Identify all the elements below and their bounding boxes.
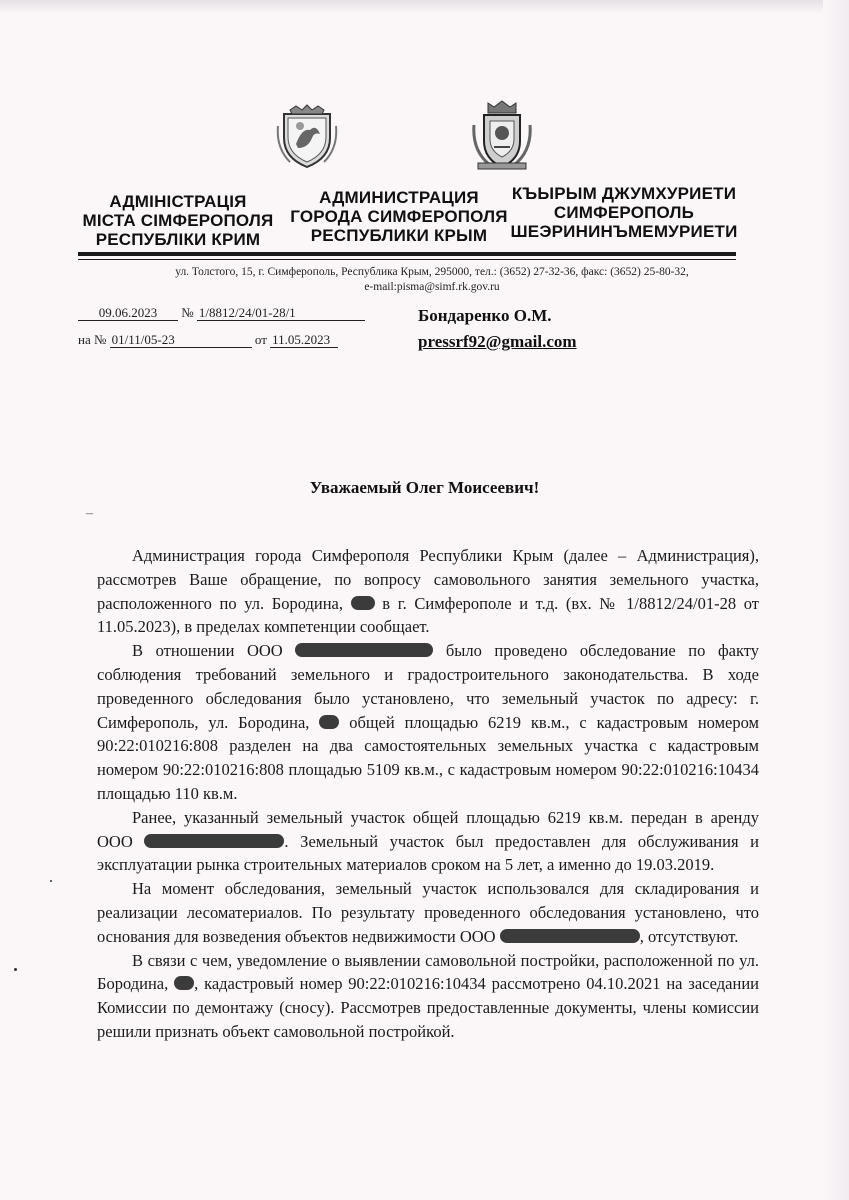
reply-number: 01/11/05-23: [110, 333, 252, 348]
scan-speck: [50, 880, 52, 882]
redaction: [319, 715, 339, 729]
recipient-email[interactable]: pressrf92@gmail.com: [418, 332, 577, 351]
redaction: [295, 643, 433, 657]
salutation: Уважаемый Олег Моисеевич!: [309, 478, 540, 497]
org-line: СИМФЕРОПОЛЬ: [553, 203, 695, 222]
text-run: общей площадью 6219 кв.м., с кадастровым номером 90:22:010216:808 разделен на два самостоятельных земельных участка с кадастровым номером 90:22:010216:808 площадью 5109 кв.м., с кадастровым номером 90:22:010216:10434 площадью 110 кв.м.: [97, 712, 759, 803]
org-line: ШЕЭРИНИНЪМЕМУРИЕТИ: [510, 222, 738, 241]
text-run: было проведено обследование по факту соблюдения требований земельного и градостроительного законодательства. В ходе проведенного обследования было установлено, что земельный участок по адресу: г. Симферополь, ул. Бородина,: [97, 641, 760, 732]
org-line: ГОРОДА СИМФЕРОПОЛЯ: [290, 207, 508, 226]
text-run: . Земельный участок был предоставлен для обслуживания и эксплуатации рынка строительных материалов сроком на 5 лет, а именно до 19.03.2019.: [97, 831, 760, 875]
text-run: в г. Симферополе и т.д. (вх. № 1/8812/24/01-28 от 11.05.2023), в пределах компетенции сообщает.: [97, 593, 759, 637]
paragraph: [97, 949, 759, 1044]
margin-mark: –: [86, 506, 93, 521]
paragraph: [97, 544, 759, 639]
number-label: №: [181, 305, 194, 320]
redaction: [144, 834, 284, 848]
org-name-ukrainian: [78, 192, 278, 249]
letter-body: [97, 544, 759, 1044]
address-line: ул. Толстого, 15, г. Симферополь, Республика Крым, 295000, тел.: (3652) 27-32-36, факс: (3652) 25-80-32,: [175, 266, 689, 278]
paragraph: [97, 639, 759, 806]
address-line: e-mail:pisma@simf.rk.gov.ru: [364, 281, 500, 293]
org-line: АДМІНІСТРАЦІЯ: [109, 192, 247, 211]
incoming-reference: [78, 332, 338, 348]
letterhead-divider-thin: [78, 259, 736, 260]
org-line: РЕСПУБЛИКИ КРЫМ: [310, 226, 488, 245]
text-run: , кадастровый номер 90:22:010216:10434 рассмотрено 04.10.2021 на заседании Комиссии по демонтажу (сносу). Рассмотрев предоставленные документы, члены комиссии решили признать объект самовольной постройкой.: [97, 974, 759, 1041]
org-line: КЪЫРЫМ ДЖУМХУРИЕТИ: [511, 184, 737, 203]
redaction: [174, 976, 194, 990]
from-label: от: [254, 332, 267, 347]
org-line: АДМИНИСТРАЦИЯ: [319, 188, 479, 207]
scan-top-edge: [0, 0, 849, 14]
org-line: РЕСПУБЛІКИ КРИМ: [95, 230, 261, 249]
text-run: В отношении ООО: [132, 641, 283, 661]
crimea-coat-of-arms-icon: [276, 104, 338, 170]
text-run: Ранее, указанный земельный участок общей площадью 6219 кв.м. передан в аренду ООО: [97, 807, 759, 851]
text-run: Администрация города Симферополя Республики Крым (далее – Администрация), рассмотрев Ваше обращение, по вопросу самовольного занятия земельного участка, расположенного по ул. Бородина,: [97, 546, 759, 613]
redaction: [500, 929, 640, 943]
recipient-name: Бондаренко О.М.: [418, 306, 552, 325]
paragraph: [97, 877, 759, 948]
letterhead-divider-thick: [78, 252, 736, 256]
text-run: , отсутствуют.: [639, 926, 739, 946]
reply-date: 11.05.2023: [270, 333, 338, 348]
outgoing-number: 1/8812/24/01-28/1: [197, 306, 365, 321]
redaction: [351, 596, 375, 610]
reply-label: на №: [78, 332, 107, 347]
paragraph: [97, 806, 759, 877]
scan-speck: [14, 968, 17, 971]
text-run: На момент обследования, земельный участок использовался для складирования и реализации лесоматериалов. По результату проведенного обследования установлено, что основания для возведения объектов недвижимости ООО: [97, 879, 759, 946]
org-line: МІСТА СІМФЕРОПОЛЯ: [82, 211, 274, 230]
text-run: В связи с чем, уведомление о выявлении самовольной постройки, расположенной по ул. Бородина,: [97, 950, 759, 994]
org-name-crimean-tatar: [510, 184, 738, 241]
outgoing-date: 09.06.2023: [78, 306, 178, 321]
simferopol-coat-of-arms-icon: [470, 99, 534, 171]
scan-right-edge: [823, 0, 849, 1200]
letterhead-address: [78, 265, 786, 295]
outgoing-registration: [78, 305, 365, 321]
org-name-russian: [290, 188, 508, 245]
